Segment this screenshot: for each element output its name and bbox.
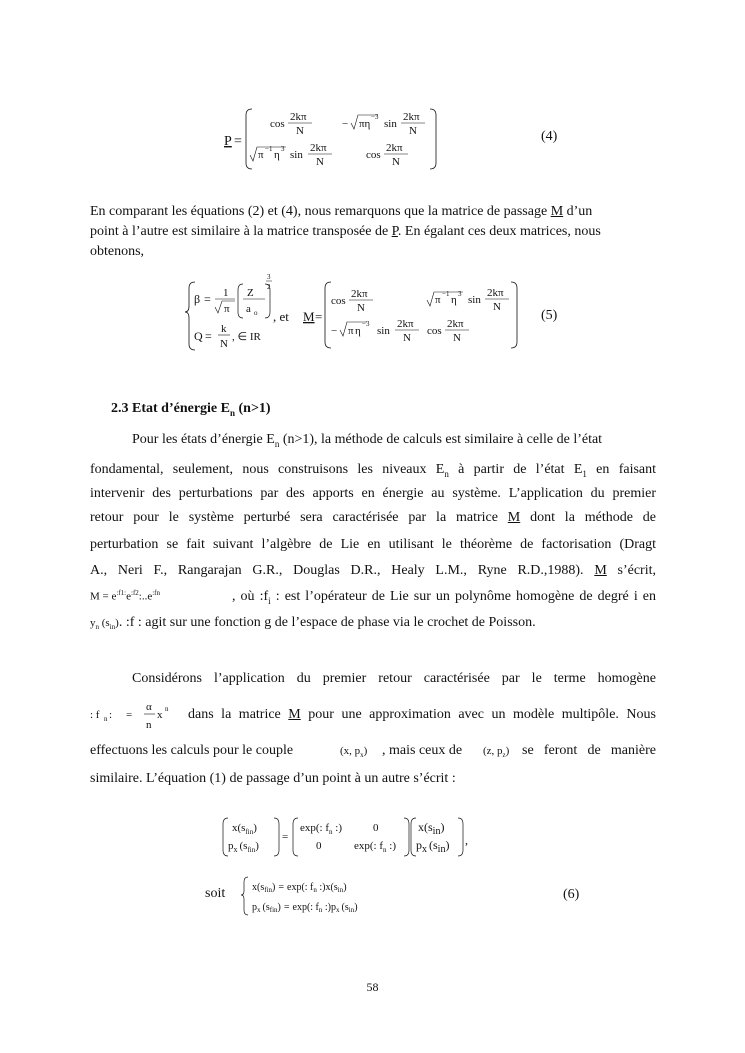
eq4-r1c2-exp: −3: [371, 113, 379, 121]
eq4-r2c1-den: N: [316, 156, 324, 168]
para2-line6: A., Neri F., Rangarajan G.R., Douglas D.R., Healy L.M., Ryne R.D.,1988). M s’écrit,: [90, 563, 657, 578]
svg-text:px(sfin): $p_x$ $(s_{fin})$: [228, 840, 259, 854]
eq5-r2c1-eta: η: [355, 325, 361, 337]
eq5-r1c1-den: N: [357, 302, 365, 314]
equation-5: [185, 268, 525, 356]
para3-line3-c: se feront de manière: [522, 743, 656, 758]
eq5-r2c2-num: 2kπ: [447, 318, 464, 330]
eq5-a0: a: [246, 303, 251, 315]
eq5-r1c2-den: N: [493, 301, 501, 313]
para2-line8: $y_n$ $(s_{in})$. :f : agit sur une fonction g de l’espace de phase via le crochet de Poisson.: [90, 615, 536, 632]
para3-line4: similaire. L’équation (1) de passage d’un point à un autre s’écrit :: [90, 771, 456, 786]
para3-line2: dans la matrice M pour une approximation avec un modèle multipôle. Nous: [188, 707, 656, 722]
eq5-Q: Q: [194, 329, 203, 343]
eq5-k: k: [221, 323, 227, 335]
svg-text:px(sfin)=exp(: fn :)px(sin): $p_x$ $(s_{fin}) = \exp$(: $f_n$ $:)p_x$ $(s_{in})$: [252, 902, 358, 914]
eq5-et: , et: [273, 309, 289, 324]
eq4-r2c1-exp1: −1: [265, 145, 273, 153]
eq5-a0-sub: o: [254, 309, 258, 317]
para3-line3-b: , mais ceux de: [382, 743, 463, 758]
eq4-r1c1-den: N: [296, 125, 304, 137]
svg-text:x: x: [157, 709, 163, 721]
eq5-r1c2-num: 2kπ: [487, 287, 504, 299]
svg-text:0: 0: [316, 840, 322, 852]
svg-text:x(sin): $x(s_{in})$: [418, 820, 445, 837]
svg-text:=: =: [282, 831, 289, 843]
eq5-r1c2-exp1: −1: [442, 290, 450, 298]
eq5-sqrt-pi: π: [224, 303, 230, 315]
eq5-r2c1-pi: π: [348, 325, 354, 337]
eq5-Z: Z: [247, 287, 254, 299]
eq4-r2c2-cos: cos: [366, 149, 381, 161]
eq5-r1c2-sin: sin: [468, 294, 481, 306]
svg-text:n: n: [104, 715, 108, 723]
eq5-beta: β: [194, 292, 201, 306]
equation-6-system: [240, 874, 410, 918]
svg-text:: f: : f: [90, 709, 100, 721]
eq5-r2c1-num: 2kπ: [397, 318, 414, 330]
svg-text:,: ,: [465, 833, 468, 847]
eq5-Q-eq: =: [205, 329, 212, 343]
eq4-r2c1-sin: sin: [290, 149, 303, 161]
svg-text:n: n: [146, 719, 152, 731]
eq4-r2c2-num: 2kπ: [386, 142, 403, 154]
equation-6-matrix: [220, 814, 480, 860]
para1-line1: En comparant les équations (2) et (4), nous remarquons que la matrice de passage M d’un: [90, 204, 593, 219]
eq5-r1c2-pi: π: [435, 294, 441, 306]
eq4-equals: =: [234, 134, 242, 149]
eq5-r2c2-den: N: [453, 332, 461, 344]
eq5-one: 1: [223, 287, 229, 299]
eq4-r1c2-pieta: πη: [359, 118, 371, 130]
eq5-N: N: [220, 338, 228, 350]
eq5-beta-eq: =: [204, 292, 211, 306]
eq5-r2c1-sin: sin: [377, 325, 390, 337]
page-number: 58: [366, 980, 379, 994]
eq5-r1c1-num: 2kπ: [351, 288, 368, 300]
para2-line7: , où $:f_i$ : est l’opérateur de Lie sur un polynôme homogène de degré i en: [232, 589, 656, 606]
svg-text:x(sfin)=exp(: fn :)x(sin): $x(s_{fin}) = \exp$(: $f_n$ $:)x(s_{in})$: [252, 882, 347, 894]
eq5-r1c1-cos: cos: [331, 295, 346, 307]
svg-text:=: =: [126, 709, 133, 721]
svg-text::: :: [109, 709, 113, 721]
soit-label: soit: [205, 886, 226, 901]
eq5-exp-num: 3: [267, 273, 271, 281]
eq4-r2c1-eta: η: [274, 149, 280, 161]
para3-line1: Considérons l’application du premier retour caractérisée par le terme homogène: [132, 671, 656, 686]
eq5-r2c1-exp: −3: [362, 320, 370, 328]
para2-line5: perturbation se fait suivant l’algèbre de Lie en utilisant le théorème de factorisation (Dragt: [90, 537, 656, 552]
eq5-M-eq: =: [315, 309, 323, 324]
pair-x-px: (x, $p_x$): [340, 745, 368, 760]
eq5-number: (5): [541, 308, 558, 323]
eq5-r2c1-den: N: [403, 332, 411, 344]
eq5-r2c2-cos: cos: [427, 325, 442, 337]
svg-text:exp(: fn :): exp(: $f_n$ :): [300, 822, 342, 836]
para3-line3-a: effectuons les calculs pour le couple: [90, 743, 294, 758]
svg-text:exp(: fn :): exp(: $f_n$ :): [354, 840, 396, 854]
eq4-r1c2-minus: −: [342, 118, 349, 130]
eq4-r1c2-num: 2kπ: [403, 111, 420, 123]
eq5-r1c2-eta: η: [451, 294, 457, 306]
para1-line2: point à l’autre est similaire à la matrice transposée de P. En égalant ces deux matrices, nous: [90, 224, 601, 239]
eq5-r1c2-exp3: 3: [458, 290, 462, 298]
eq5-exp-den: 2: [267, 283, 271, 291]
eq4-r2c2-den: N: [392, 156, 400, 168]
para2-line2: fondamental, seulement, nous construisons les niveaux $E_n$ à partir de l’état $E_1$ en faisant: [90, 462, 657, 479]
eq4-r1c1-num: 2kπ: [290, 111, 307, 123]
para1-line3: obtenons,: [90, 244, 145, 259]
eq4-r1c2-den: N: [409, 125, 417, 137]
eq5-M: M: [303, 309, 315, 324]
para2-line1: Pour les états d’énergie $E_n$ (n>1), la méthode de calculs est similaire à celle de l’état: [132, 432, 603, 449]
equation-4: [220, 103, 460, 175]
lie-factorization-formula: $M = e^{:f1:}e^{:f2}:..e^{:fn}$: [90, 589, 161, 603]
section-heading-2-3: 2.3 Etat d’énergie $E_n$ (n>1): [111, 401, 271, 418]
eq4-number: (4): [541, 129, 558, 144]
eq4-r1c2-sin: sin: [384, 118, 397, 130]
eq4-r2c1-num: 2kπ: [310, 142, 327, 154]
eq6-number: (6): [563, 887, 580, 902]
eq4-right-paren: [430, 109, 436, 169]
eq4-r2c1-pi: π: [258, 149, 264, 161]
eq4-lhs: P: [224, 134, 232, 149]
para2-line4: retour pour le système perturbé sera caractérisée par la matrice M dont la méthode de: [90, 510, 656, 525]
svg-text:x(sfin): $x(s_{fin})$: [232, 822, 257, 836]
svg-text:0: 0: [373, 822, 379, 834]
eq4-r2c1-exp3: 3: [281, 145, 285, 153]
pair-z-pz: (z, $p_z$): [483, 745, 510, 760]
homogeneous-term-formula: [88, 696, 184, 736]
para2-line3: intervenir des perturbations par des apports en énergie au système. L’application du premier: [90, 486, 656, 501]
eq5-in-IR: , ∈ IR: [232, 331, 261, 343]
svg-text:α: α: [146, 701, 152, 713]
svg-text:px(sin): $p_x$ $(s_{in})$: [416, 838, 450, 855]
eq5-r2c1-minus: −: [331, 325, 338, 337]
eq4-left-paren: [246, 109, 252, 169]
svg-text:n: n: [165, 705, 169, 713]
eq4-r1c1-cos: cos: [270, 118, 285, 130]
